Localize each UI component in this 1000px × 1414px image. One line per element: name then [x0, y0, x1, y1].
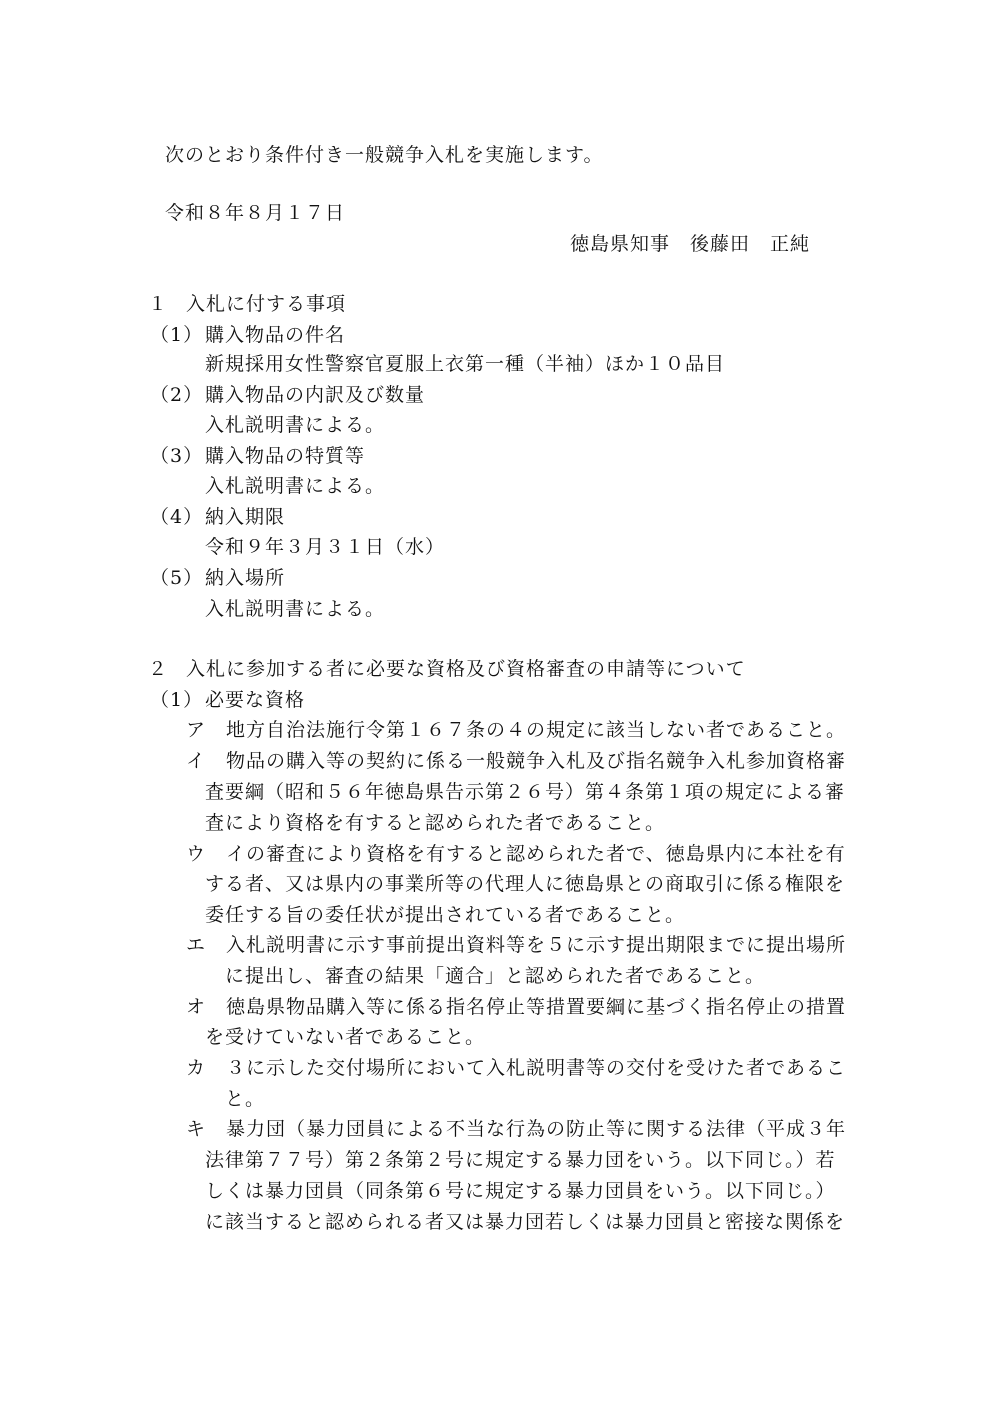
- condition-a: [186, 715, 846, 745]
- condition-ki-line-2: 法律第７７号）第２条第２号に規定する暴力団をいう。以下同じ。）若: [205, 1149, 836, 1171]
- sub-1-heading: [150, 685, 305, 715]
- intro-text: 次のとおり条件付き一般競争入札を実施します。: [165, 144, 604, 166]
- item-5-title: 納入場所: [205, 567, 286, 589]
- condition-u-mark: ウ: [186, 843, 207, 865]
- condition-i-line-1: 物品の購入等の契約に係る一般競争入札及び指名競争入札参加資格審: [226, 750, 847, 772]
- notice-date: 令和８年８月１７日: [165, 202, 346, 224]
- condition-ka-mark: カ: [186, 1057, 207, 1079]
- condition-ki: [186, 1114, 846, 1144]
- condition-o: [186, 992, 846, 1022]
- section-1-heading: [148, 289, 346, 319]
- item-2-heading: [150, 380, 425, 410]
- item-3-body: 入札説明書による。: [205, 475, 386, 497]
- item-1-number: （1）: [150, 324, 204, 346]
- item-5-body: 入札説明書による。: [205, 598, 386, 620]
- item-1-body: 新規採用女性警察官夏服上衣第一種（半袖）ほか１０品目: [205, 353, 726, 375]
- item-1-title: 購入物品の件名: [205, 324, 346, 346]
- condition-ki-line-1: 暴力団（暴力団員による不当な行為の防止等に関する法律（平成３年: [226, 1118, 847, 1140]
- condition-i: [186, 746, 846, 776]
- condition-i-line-3: 査により資格を有すると認められた者であること。: [205, 812, 666, 834]
- item-4-heading: [150, 502, 285, 532]
- item-5-number: （5）: [150, 567, 204, 589]
- condition-a-line-1: 地方自治法施行令第１６７条の４の規定に該当しない者であること。: [226, 719, 847, 741]
- condition-a-mark: ア: [186, 719, 207, 741]
- section-2-title: 入札に参加する者に必要な資格及び資格審査の申請等について: [186, 658, 746, 680]
- condition-e-mark: エ: [186, 934, 207, 956]
- item-5-heading: [150, 563, 285, 593]
- condition-ka: [186, 1053, 846, 1083]
- condition-ki-line-3: しくは暴力団員（同条第６号に規定する暴力団員をいう。以下同じ。）: [205, 1180, 836, 1202]
- section-2-heading: [148, 654, 746, 684]
- item-2-body: 入札説明書による。: [205, 414, 386, 436]
- item-4-number: （4）: [150, 506, 204, 528]
- condition-e-line-1: 入札説明書に示す事前提出資料等を５に示す提出期限までに提出場所: [226, 934, 847, 956]
- item-3-heading: [150, 441, 365, 471]
- sub-1-title: 必要な資格: [205, 689, 306, 711]
- condition-u-line-2: する者、又は県内の事業所等の代理人に徳島県との商取引に係る権限を: [205, 873, 846, 895]
- condition-u-line-3: 委任する旨の委任状が提出されている者であること。: [205, 904, 686, 926]
- condition-u: [186, 839, 846, 869]
- condition-ka-line-1: ３に示した交付場所において入札説明書等の交付を受けた者であるこ: [226, 1057, 847, 1079]
- item-1-heading: [150, 320, 345, 350]
- item-2-title: 購入物品の内訳及び数量: [205, 384, 426, 406]
- condition-o-line-1: 徳島県物品購入等に係る指名停止等措置要綱に基づく指名停止の措置: [226, 996, 847, 1018]
- sub-1-number: （1）: [150, 689, 204, 711]
- condition-e-line-2: に提出し、審査の結果「適合」と認められた者であること。: [225, 965, 766, 987]
- condition-e: [186, 930, 846, 960]
- condition-o-line-2: を受けていない者であること。: [205, 1026, 486, 1048]
- item-3-title: 購入物品の特質等: [205, 445, 366, 467]
- condition-ki-line-4: に該当すると認められる者又は暴力団若しくは暴力団員と密接な関係を: [205, 1211, 846, 1233]
- condition-ka-line-2: と。: [225, 1088, 266, 1110]
- item-3-number: （3）: [150, 445, 204, 467]
- signatory: 徳島県知事 後藤田 正純: [570, 233, 811, 255]
- item-2-number: （2）: [150, 384, 204, 406]
- section-1-number: １: [148, 293, 169, 315]
- condition-i-line-2: 査要綱（昭和５６年徳島県告示第２６号）第４条第１項の規定による審: [205, 781, 846, 803]
- item-4-body: 令和９年３月３１日（水）: [205, 536, 446, 558]
- condition-o-mark: オ: [186, 996, 207, 1018]
- condition-i-mark: イ: [186, 750, 207, 772]
- condition-ki-mark: キ: [186, 1118, 207, 1140]
- item-4-title: 納入期限: [205, 506, 286, 528]
- section-1-title: 入札に付する事項: [186, 293, 347, 315]
- section-2-number: ２: [148, 658, 169, 680]
- condition-u-line-1: イの審査により資格を有すると認められた者で、徳島県内に本社を有: [226, 843, 846, 865]
